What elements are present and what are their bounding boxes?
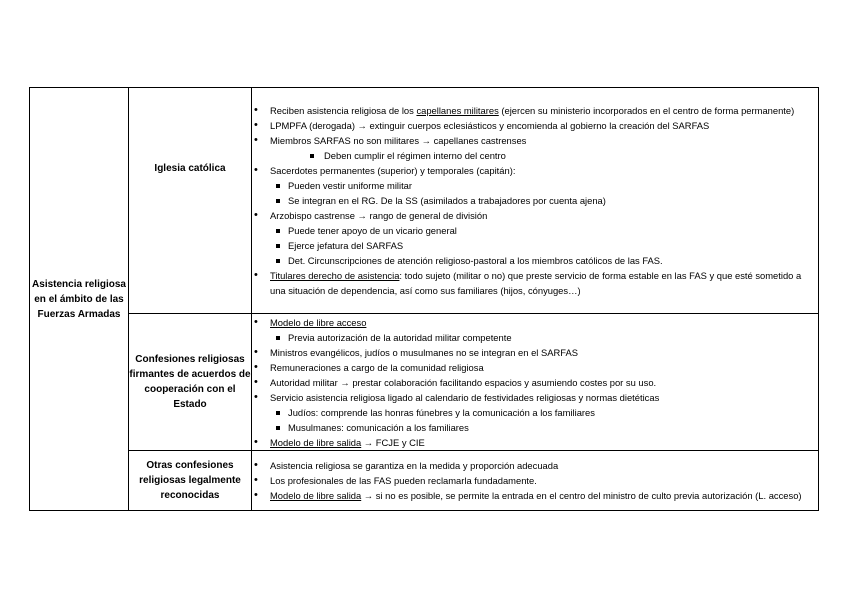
list-item: • Remuneraciones a cargo de la comunidad religiosa bbox=[252, 360, 818, 375]
religious-assistance-table bbox=[29, 87, 819, 511]
list-item: • Los profesionales de las FAS pueden reclamarla fundadamente. bbox=[252, 473, 818, 488]
firmantes-content-cell bbox=[252, 314, 819, 451]
firmantes-list bbox=[252, 315, 818, 450]
list-item: • Arzobispo castrense → rango de general de división bbox=[252, 208, 818, 223]
sub-list-item: Det. Circunscripciones de atención religioso-pastoral a los miembros católicos de las FAS. bbox=[252, 253, 818, 268]
list-item: • Modelo de libre acceso bbox=[252, 315, 818, 330]
main-topic: Asistencia religiosa en el ámbito de las Fuerzas Armadas bbox=[32, 278, 126, 320]
sub-list-item: Previa autorización de la autoridad militar competente bbox=[252, 330, 818, 345]
list-item: • Reciben asistencia religiosa de los capellanes militares (ejercen su ministerio incorporados en el centro de forma permanente) bbox=[252, 103, 818, 118]
list-item: • Titulares derecho de asistencia: todo sujeto (militar o no) que preste servicio de forma estable en las FAS y que esté sometido a una situación de dependencia, así como sus familiares (hijos, cónyuges…) bbox=[252, 268, 818, 298]
list-item: • Ministros evangélicos, judíos o musulmanes no se integran en el SARFAS bbox=[252, 345, 818, 360]
table-row bbox=[30, 451, 819, 511]
sub-list-item: Ejerce jefatura del SARFAS bbox=[252, 238, 818, 253]
list-item: • Sacerdotes permanentes (superior) y temporales (capitán): bbox=[252, 163, 818, 178]
catolica-content-cell bbox=[252, 88, 819, 314]
list-item: • Miembros SARFAS no son militares → capellanes castrenses bbox=[252, 133, 818, 148]
sub-list-item: Musulmanes: comunicación a los familiares bbox=[252, 420, 818, 435]
sub-list-item: Judíos: comprende las honras fúnebres y la comunicación a los familiares bbox=[252, 405, 818, 420]
firmantes-label: Confesiones religiosas firmantes de acuerdos de cooperación con el Estado bbox=[129, 354, 251, 410]
list-item: • Asistencia religiosa se garantiza en la medida y proporción adecuada bbox=[252, 458, 818, 473]
main-topic-cell bbox=[30, 88, 129, 511]
list-item: • Modelo de libre salida → FCJE y CIE bbox=[252, 435, 818, 450]
firmantes-label-cell bbox=[129, 314, 252, 451]
sub-list-item: Deben cumplir el régimen interno del centro bbox=[252, 148, 818, 163]
catolica-label-cell bbox=[129, 88, 252, 314]
otras-label: Otras confesiones religiosas legalmente reconocidas bbox=[139, 460, 241, 501]
catolica-label: Iglesia católica bbox=[154, 163, 226, 174]
sub-list-item: Puede tener apoyo de un vicario general bbox=[252, 223, 818, 238]
otras-label-cell bbox=[129, 451, 252, 511]
otras-list bbox=[252, 458, 818, 503]
sub-list-item: Pueden vestir uniforme militar bbox=[252, 178, 818, 193]
list-item: • LPMPFA (derogada) → extinguir cuerpos eclesiásticos y encomienda al gobierno la creación del SARFAS bbox=[252, 118, 818, 133]
catolica-list bbox=[252, 103, 818, 298]
table-row bbox=[30, 314, 819, 451]
list-item: • Modelo de libre salida → si no es posible, se permite la entrada en el centro del ministro de culto previa autorización (L. acceso) bbox=[252, 488, 818, 503]
list-item: • Servicio asistencia religiosa ligado al calendario de festividades religiosas y normas dietéticas bbox=[252, 390, 818, 405]
sub-list-item: Se integran en el RG. De la SS (asimilados a trabajadores por cuenta ajena) bbox=[252, 193, 818, 208]
table-row bbox=[30, 88, 819, 314]
list-item: • Autoridad militar → prestar colaboración facilitando espacios y asumiendo costes por su uso. bbox=[252, 375, 818, 390]
otras-content-cell bbox=[252, 451, 819, 511]
